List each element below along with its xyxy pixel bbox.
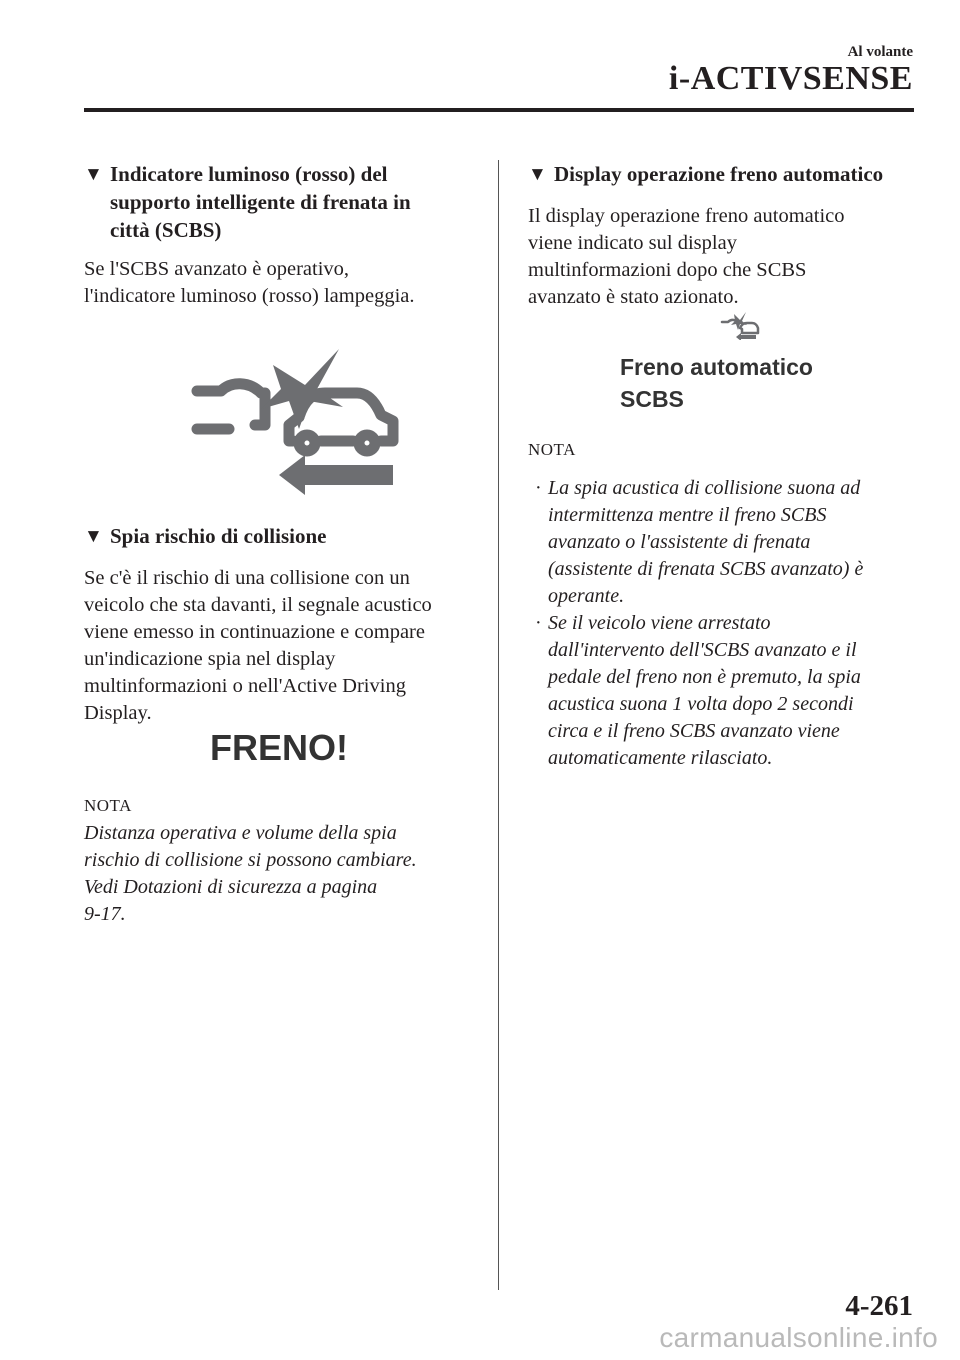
paragraph-auto-brake-display: Il display operazione freno automatico viene indicato sul display multinformazioni dopo che SCBS avanzato è stato azionato. bbox=[528, 205, 845, 308]
heading-auto-brake-display: ▼ Display operazione freno automatico bbox=[528, 160, 883, 188]
watermark-text: carmanualsonline.info bbox=[659, 1322, 938, 1353]
note-bullet-list bbox=[528, 475, 918, 772]
triangle-bullet-icon: ▼ bbox=[84, 526, 103, 547]
auto-brake-icon bbox=[720, 312, 760, 340]
auto-brake-display-line2: SCBS bbox=[620, 386, 684, 412]
scbs-warning-icon bbox=[189, 345, 404, 495]
header-rule bbox=[84, 108, 914, 112]
heading-scbs-indicator: ▼ Indicatore luminoso (rosso) del supporto intelligente di frenata in città (SCBS) bbox=[84, 162, 411, 242]
list-item: · Se il veicolo viene arrestato dall'intervento dell'SCBS avanzato e il pedale del freno non è premuto, la spia acustica suona 1 volta dopo 2 secondi circa e il freno SCBS avanzato viene automaticamente rilasciato. bbox=[535, 612, 861, 769]
note-label-left: NOTA bbox=[84, 796, 132, 815]
triangle-bullet-icon: ▼ bbox=[528, 164, 547, 185]
section-label: Al volante bbox=[847, 44, 913, 60]
note-label-right: NOTA bbox=[528, 440, 576, 459]
page-number: 4-261 bbox=[845, 1290, 913, 1322]
chapter-title: i-ACTIVSENSE bbox=[668, 60, 913, 97]
bullet-dot-icon: · bbox=[535, 612, 542, 634]
triangle-bullet-icon: ▼ bbox=[84, 164, 103, 185]
heading-collision-warning: ▼ Spia rischio di collisione bbox=[84, 522, 326, 550]
paragraph-scbs-indicator: Se l'SCBS avanzato è operativo, l'indicatore luminoso (rosso) lampeggia. bbox=[84, 258, 415, 307]
column-divider bbox=[498, 160, 499, 1290]
freno-display-text: FRENO! bbox=[210, 727, 348, 768]
bullet-dot-icon: · bbox=[535, 477, 542, 499]
list-item: · La spia acustica di collisione suona ad intermittenza mentre il freno SCBS avanzato o l'assistente di frenata (assistente di frenata SCBS avanzato) è operante. bbox=[535, 477, 864, 607]
auto-brake-display-line1: Freno automatico bbox=[620, 354, 813, 380]
paragraph-collision-warning: Se c'è il rischio di una collisione con un veicolo che sta davanti, il segnale acustico viene emesso in continuazione e compare un'indicazione spia nel display multinformazioni o nell'Active Driving Display. bbox=[84, 567, 432, 724]
note-text-left: Distanza operativa e volume della spia rischio di collisione si possono cambiare. Vedi Dotazioni di sicurezza a pagina 9-17. bbox=[84, 822, 417, 925]
